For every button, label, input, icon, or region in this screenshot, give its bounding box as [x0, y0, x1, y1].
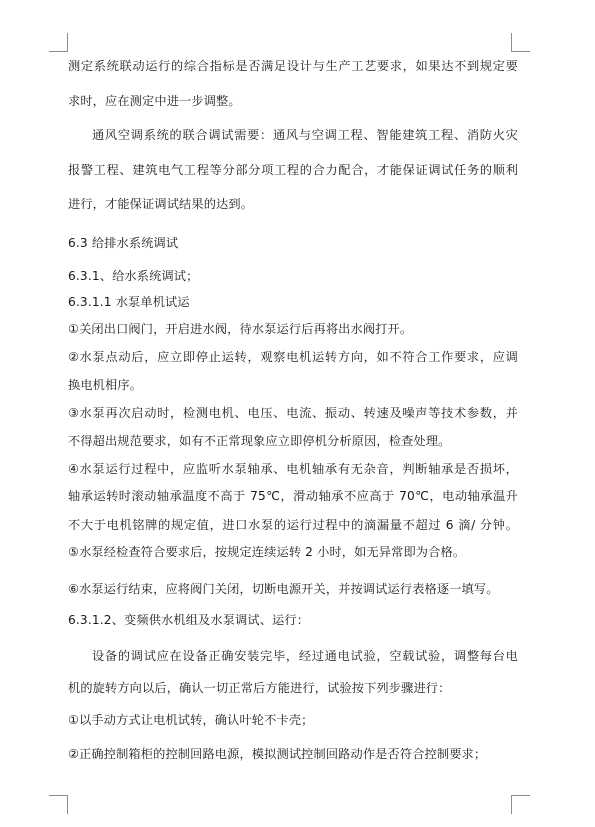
list-item: ①以手动方式让电机试转，确认叶轮不卡壳；	[68, 713, 314, 727]
paragraph-line: 机的旋转方向以后，确认一切正常后方能进行，试验按下列步骤进行：	[68, 681, 451, 695]
paragraph-line: 求时，应在测定中进一步调整。	[68, 94, 241, 108]
list-item: ②水泵点动后，应立即停止运转，观察电机运转方向，如不符合工作要求，应调	[68, 350, 518, 364]
paragraph-line: 报警工程、建筑电气工程等分部分项工程的合力配合，才能保证调试任务的顺利	[68, 163, 518, 177]
corner-mark-top-left	[49, 33, 68, 52]
subsection-heading: 6.3.1.2、变频供水机组及水泵调试、运行：	[68, 613, 310, 627]
section-heading: 6.3 给排水系统调试	[68, 236, 179, 250]
paragraph-line: 进行，才能保证调试结果的达到。	[68, 197, 254, 211]
list-item-continued: 不得超出规范要求，如有不正常现象应立即停机分析原因，检查处理。	[68, 434, 451, 448]
subsection-heading: 6.3.1.1 水泵单机试运	[68, 295, 190, 309]
corner-mark-bottom-left	[49, 795, 68, 814]
list-item-continued: 换电机相序。	[68, 378, 143, 392]
list-item: ②正确控制箱柜的控制回路电源，模拟测试控制回路动作是否符合控制要求；	[68, 747, 487, 761]
list-item: ⑤水泵经检查符合要求后，按规定连续运转 2 小时，如无异常即为合格。	[68, 545, 466, 559]
corner-mark-top-right	[511, 33, 530, 52]
paragraph-line: 通风空调系统的联合调试需要：通风与空调工程、智能建筑工程、消防火灾	[92, 128, 518, 142]
list-item: ①关闭出口阀门，开启进水阀，待水泵运行后再将出水阀打开。	[68, 322, 413, 336]
subsection-heading: 6.3.1、给水系统调试；	[68, 269, 199, 283]
list-item: ④水泵运行过程中，应监听水泵轴承、电机轴承有无杂音，判断轴承是否损坏，	[68, 462, 518, 476]
list-item-continued: 不大于电机铭牌的规定值，进口水泵的运行过程中的滴漏量不超过 6 滴/ 分钟。	[68, 518, 518, 532]
list-item-continued: 轴承运转时滚动轴承温度不高于 75℃，滑动轴承不应高于 70℃，电动轴承温升	[68, 489, 518, 503]
list-item: ③水泵再次启动时，检测电机、电压、电流、振动、转速及噪声等技术参数，并	[68, 406, 518, 420]
paragraph-line: 设备的调试应在设备正确安装完毕，经过通电试验，空载试验，调整每台电	[92, 649, 518, 663]
list-item: ⑥水泵运行结束，应将阀门关闭，切断电源开关，并按调试运行表格逐一填写。	[68, 582, 499, 596]
paragraph-line: 测定系统联动运行的综合指标是否满足设计与生产工艺要求，如果达不到规定要	[68, 59, 518, 73]
corner-mark-bottom-right	[511, 795, 530, 814]
